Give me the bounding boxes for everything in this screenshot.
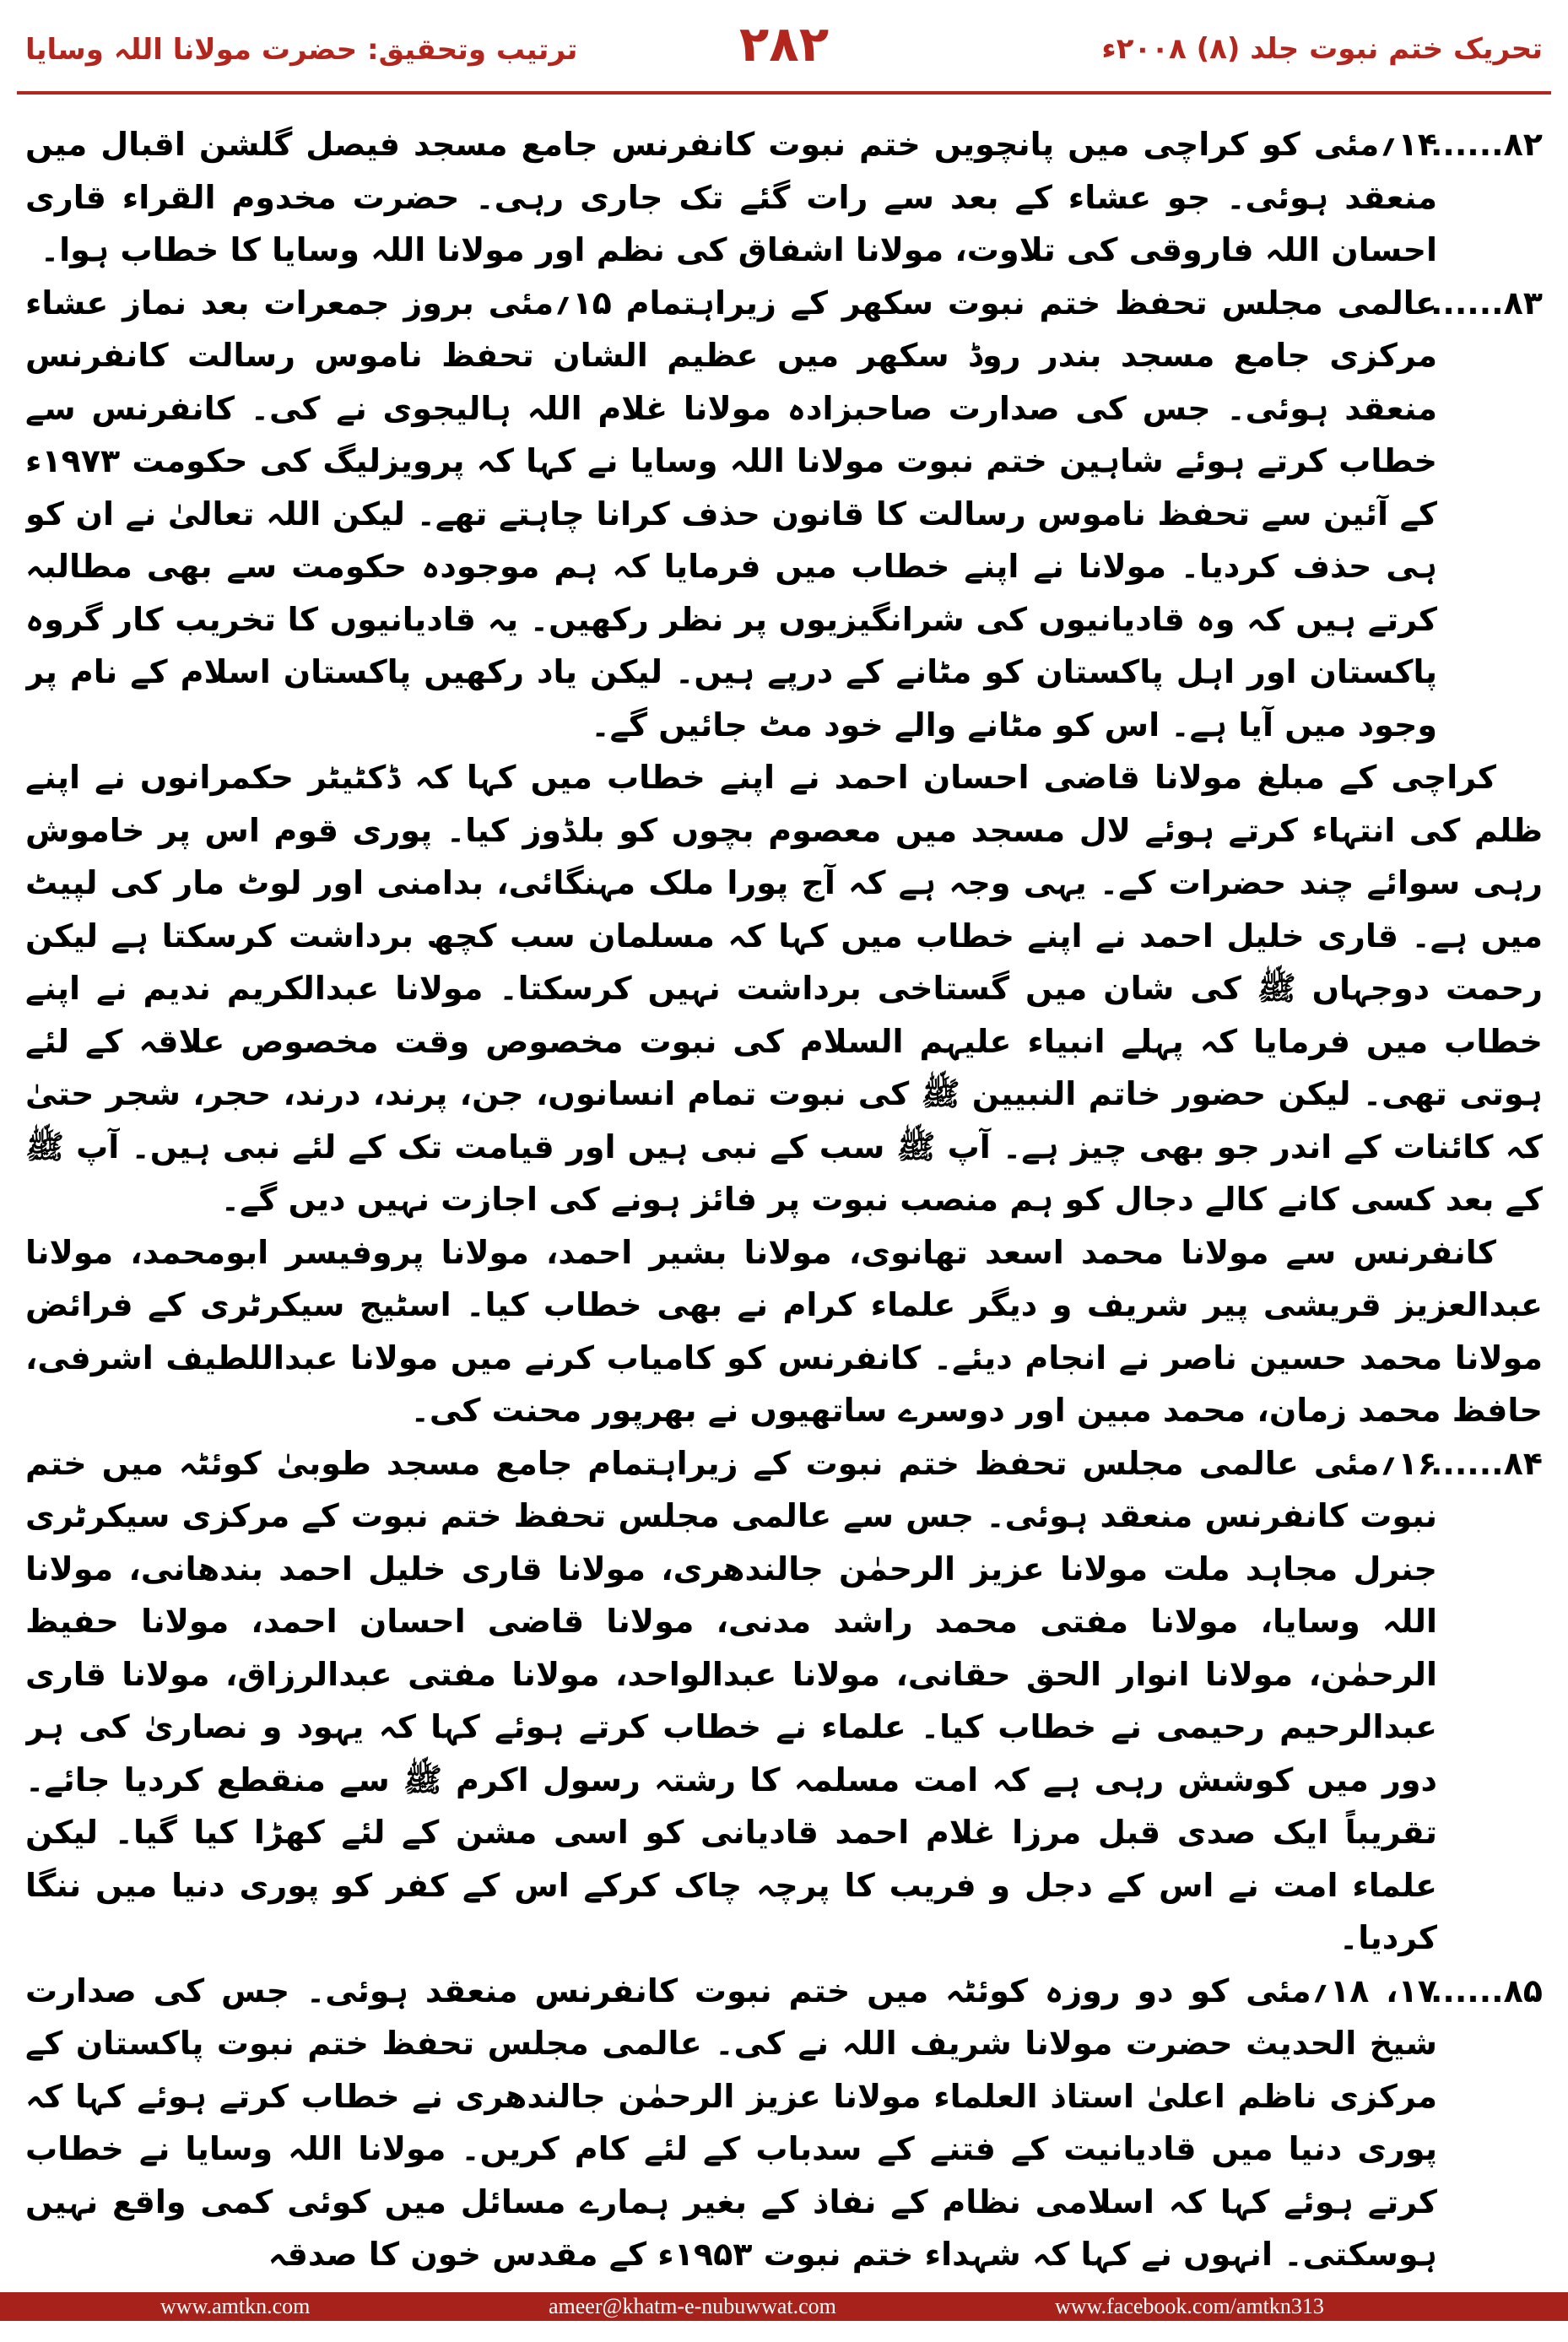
page-header xyxy=(0,0,1568,95)
footer-facebook-link[interactable]: www.facebook.com/amtkn313 xyxy=(1055,2294,1324,2318)
entry-number: ۸۲...... xyxy=(1430,126,1543,163)
entry-text: ۱۴؍مئی کو کراچی میں پانچویں ختم نبوت کانفرنس جامع مسجد فیصل گلشن اقبال میں منعقد ہوئی۔ جو عشاء کے بعد سے رات گئے تک جاری رہی۔ حضرت مخدوم القراء قاری احسان اللہ فاروقی کی تلاوت، مولانا اشفاق کی نظم اور مولانا اللہ وسایا کا خطاب ہوا۔ xyxy=(25,126,1437,268)
paragraph-karachi-speakers xyxy=(25,751,1543,1226)
entry-83 xyxy=(25,277,1543,752)
paragraph-other-speakers xyxy=(25,1226,1543,1437)
page-body xyxy=(25,118,1543,2279)
paragraph-text: کانفرنس سے مولانا محمد اسعد تھانوی، مولانا بشیر احمد، مولانا پروفیسر ابومحمد، مولانا عبدالعزیز قریشی پیر شریف و دیگر علماء کرام نے بھی خطاب کیا۔ اسٹیج سیکرٹری کے فرائض مولانا محمد حسین ناصر نے انجام دیئے۔ کانفرنس کو کامیاب کرنے میں مولانا عبداللطیف اشرفی، حافظ محمد زمان، محمد مبین اور دوسرے ساتھیوں نے بھرپور محنت کی۔ xyxy=(25,1233,1543,1429)
header-book-title: تحریک ختم نبوت جلد (۸) ۲۰۰۸ء xyxy=(1101,32,1543,66)
entry-number: ۸۵...... xyxy=(1430,1971,1543,2009)
header-divider xyxy=(17,91,1551,95)
entry-number: ۸۳...... xyxy=(1430,284,1543,322)
entry-text: ۱۶؍مئی عالمی مجلس تحفظ ختم نبوت کے زیراہتمام جامع مسجد طوبیٰ کوئٹہ میں ختم نبوت کانفرنس منعقد ہوئی۔ جس سے عالمی مجلس تحفظ ختم نبوت کے مرکزی سیکرٹری جنرل مجاہد ملت مولانا عزیز الرحمٰن جالندھری، مولانا قاری خلیل احمد بندھانی، مولانا اللہ وسایا، مولانا مفتی محمد راشد مدنی، مولانا قاضی احسان احمد، مولانا حفیظ الرحمٰن، مولانا انوار الحق حقانی، مولانا عبدالواحد، مولانا مفتی عبدالرزاق، مولانا قاری عبدالرحیم رحیمی نے خطاب کیا۔ علماء نے خطاب کرتے ہوئے کہا کہ یہود و نصاریٰ کی ہر دور میں کوشش رہی ہے کہ امت مسلمہ کا رشتہ رسول اکرم ﷺ سے منقطع کردیا جائے۔ تقریباً ایک صدی قبل مرزا غلام احمد قادیانی کو اسی مشن کے لئے کھڑا کیا گیا۔ لیکن علماء امت نے اس کے دجل و فریب کا پرچہ چاک کرکے اس کے کفر کو پوری دنیا میں ننگا کردیا۔ xyxy=(25,1444,1437,1956)
entry-85 xyxy=(25,1965,1543,2280)
header-compiler: ترتیب وتحقیق: حضرت مولانا اللہ وسایا xyxy=(25,33,578,67)
entry-number: ۸۴...... xyxy=(1430,1444,1543,1482)
footer-website-link[interactable]: www.amtkn.com xyxy=(160,2294,311,2318)
entry-84 xyxy=(25,1437,1543,1965)
entry-text: ۱۷، ۱۸؍مئی کو دو روزہ کوئٹہ میں ختم نبوت کانفرنس منعقد ہوئی۔ جس کی صدارت شیخ الحدیث حضرت مولانا شریف اللہ نے کی۔ عالمی مجلس تحفظ ختم نبوت پاکستان کے مرکزی ناظم اعلیٰ استاذ العلماء مولانا عزیز الرحمٰن جالندھری نے خطاب کرتے ہوئے کہا کہ پوری دنیا میں قادیانیت کے فتنے کے سدباب کے لئے کام کریں۔ مولانا اللہ وسایا نے خطاب کرتے ہوئے کہا کہ اسلامی نظام کے نفاذ کے بغیر ہمارے مسائل میں کوئی کمی واقع نہیں ہوسکتی۔ انہوں نے کہا کہ شہداء ختم نبوت ۱۹۵۳ء کے مقدس خون کا صدقہ xyxy=(25,1971,1437,2273)
entry-text: عالمی مجلس تحفظ ختم نبوت سکھر کے زیراہتمام ۱۵؍مئی بروز جمعرات بعد نماز عشاء مرکزی جامع مسجد بندر روڈ سکھر میں عظیم الشان تحفظ ناموس رسالت کانفرنس منعقد ہوئی۔ جس کی صدارت صاحبزادہ مولانا غلام اللہ ہالیجوی نے کی۔ کانفرنس سے خطاب کرتے ہوئے شاہین ختم نبوت مولانا اللہ وسایا نے کہا کہ پرویزلیگ کی حکومت ۱۹۷۳ء کے آئین سے تحفظ ناموس رسالت کا قانون حذف کرانا چاہتے تھے۔ لیکن اللہ تعالیٰ نے ان کو ہی حذف کردیا۔ مولانا نے اپنے خطاب میں فرمایا کہ ہم موجودہ حکومت سے بھی مطالبہ کرتے ہیں کہ وہ قادیانیوں کی شرانگیزیوں پر نظر رکھیں۔ یہ قادیانیوں کا تخریب کار گروہ پاکستان اور اہل پاکستان کو مٹانے کے درپے ہیں۔ لیکن یاد رکھیں پاکستان اسلام کے نام پر وجود میں آیا ہے۔ اس کو مٹانے والے خود مٹ جائیں گے۔ xyxy=(25,284,1437,744)
entry-82 xyxy=(25,118,1543,277)
paragraph-text: کراچی کے مبلغ مولانا قاضی احسان احمد نے اپنے خطاب میں کہا کہ ڈکٹیٹر حکمرانوں نے اپنے ظلم کی انتہاء کرتے ہوئے لال مسجد میں معصوم بچوں کو بلڈوز کیا۔ پوری قوم اس پر خاموش رہی سوائے چند حضرات کے۔ یہی وجہ ہے کہ آج پورا ملک مہنگائی، بدامنی اور لوٹ مار کی لپیٹ میں ہے۔ قاری خلیل احمد نے اپنے خطاب میں کہا کہ مسلمان سب کچھ برداشت کرسکتا ہے لیکن رحمت دوجہاں ﷺ کی شان میں گستاخی برداشت نہیں کرسکتا۔ مولانا عبدالکریم ندیم نے اپنے خطاب میں فرمایا کہ پہلے انبیاء علیہم السلام کی نبوت مخصوص وقت مخصوص علاقہ کے لئے ہوتی تھی۔ لیکن حضور خاتم النبیین ﷺ کی نبوت تمام انسانوں، جن، پرند، درند، حجر، شجر حتیٰ کہ کائنات کے اندر جو بھی چیز ہے۔ آپ ﷺ سب کے نبی ہیں اور قیامت تک کے لئے نبی ہیں۔ آپ ﷺ کے بعد کسی کانے کالے دجال کو ہم منصب نبوت پر فائز ہونے کی اجازت نہیں دیں گے۔ xyxy=(25,759,1543,1218)
page-number: ۲۸۲ xyxy=(738,15,830,73)
page-footer xyxy=(0,2292,1568,2321)
footer-email-link[interactable]: ameer@khatm-e-nubuwwat.com xyxy=(549,2294,836,2318)
